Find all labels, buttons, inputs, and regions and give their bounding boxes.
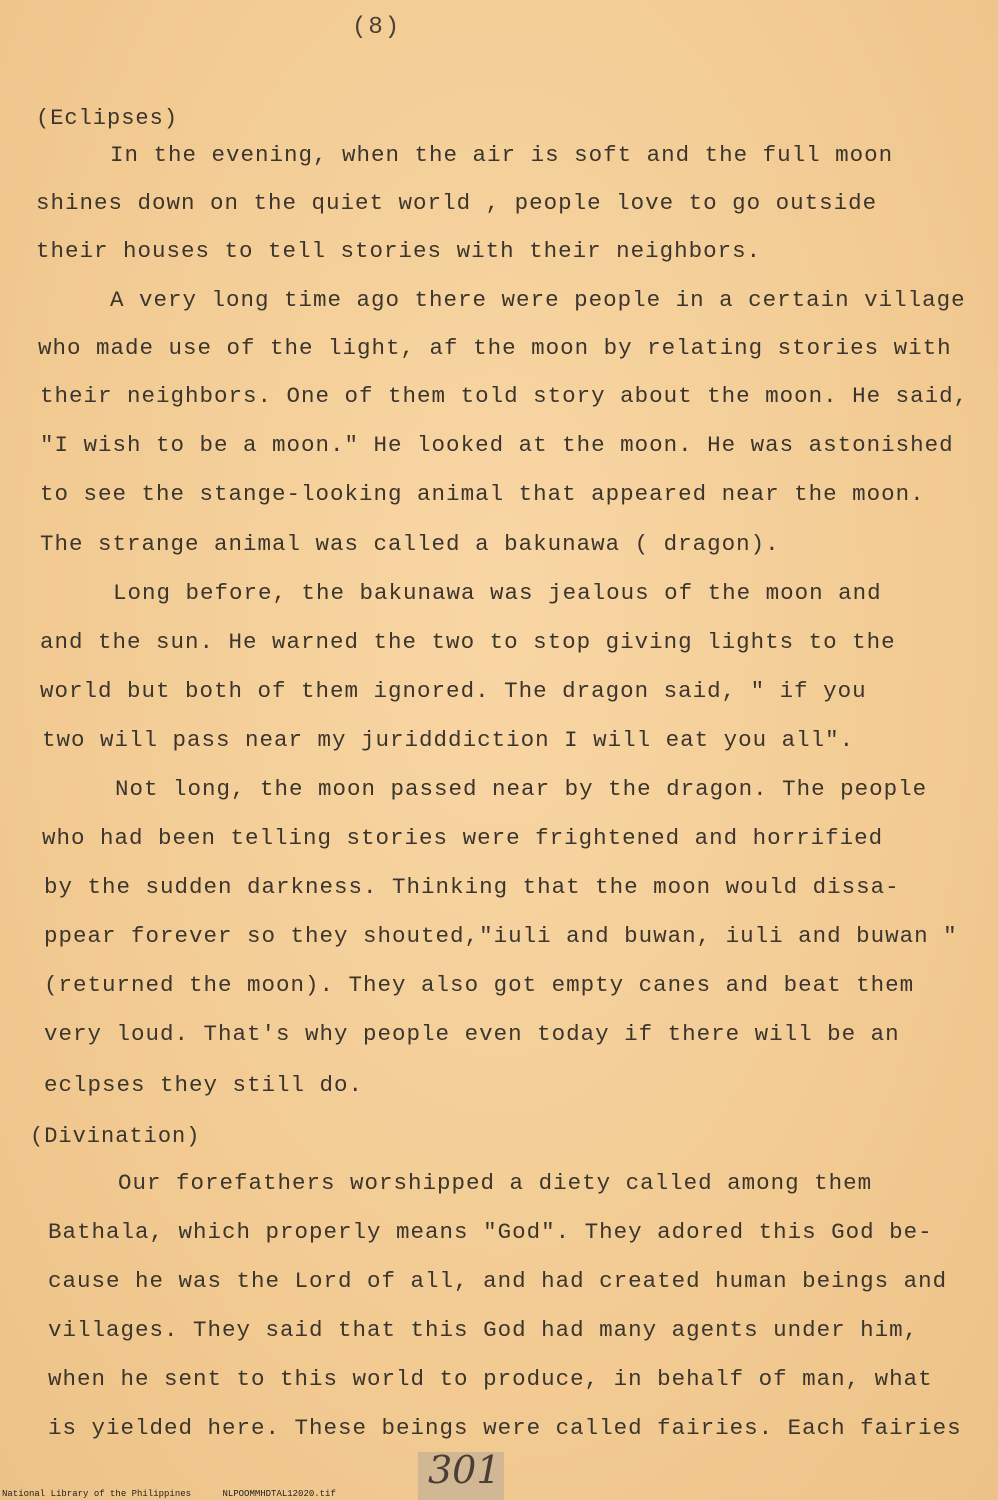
text-line: their houses to tell stories with their neighbors. — [36, 238, 762, 264]
text-line: "I wish to be a moon." He looked at the moon. He was astonished — [40, 432, 954, 458]
text-line: villages. They said that this God had many agents under him, — [48, 1317, 919, 1343]
text-line: world but both of them ignored. The dragon said, " if you — [40, 678, 867, 704]
text-line: ppear forever so they shouted,"iuli and buwan, iuli and buwan " — [44, 923, 958, 949]
text-line: who had been telling stories were frightened and horrified — [42, 825, 884, 851]
text-line: Long before, the bakunawa was jealous of the moon and — [113, 580, 882, 606]
text-line: eclpses they still do. — [44, 1072, 364, 1098]
scan-footer — [2, 1489, 362, 1499]
text-line: Not long, the moon passed near by the dragon. The people — [115, 776, 928, 802]
text-line: A very long time ago there were people in a certain village — [110, 287, 966, 313]
text-line: by the sudden darkness. Thinking that the moon would dissa- — [44, 874, 900, 900]
text-line: Our forefathers worshipped a diety called among them — [118, 1170, 873, 1196]
text-line: to see the stange-looking animal that appeared near the moon. — [40, 481, 925, 507]
text-line: who made use of the light, af the moon by relating stories with — [38, 335, 952, 361]
handwritten-folio-number: 301 — [428, 1448, 501, 1492]
text-line: shines down on the quiet world , people love to go outside — [36, 190, 878, 216]
text-line: Bathala, which properly means "God". They adored this God be- — [48, 1219, 933, 1245]
section-heading-eclipses: (Eclipses) — [36, 106, 179, 131]
text-line: two will pass near my juridddiction I will eat you all". — [42, 727, 855, 753]
section-heading-divination: (Divination) — [30, 1124, 201, 1149]
text-line: and the sun. He warned the two to stop giving lights to the — [40, 629, 896, 655]
text-line: very loud. That's why people even today if there will be an — [44, 1021, 900, 1047]
text-line: (returned the moon). They also got empty canes and beat them — [44, 972, 915, 998]
text-line: when he sent to this world to produce, in behalf of man, what — [48, 1366, 933, 1392]
text-line: In the evening, when the air is soft and the full moon — [110, 142, 894, 168]
library-credit: National Library of the Philippines — [2, 1489, 192, 1499]
file-identifier: NLPOOMMHDTAL12020.tif — [222, 1489, 336, 1499]
text-line: their neighbors. One of them told story about the moon. He said, — [40, 383, 969, 409]
text-line: cause he was the Lord of all, and had created human beings and — [48, 1268, 948, 1294]
page-number: (8) — [352, 14, 402, 41]
text-line: The strange animal was called a bakunawa ( dragon). — [40, 531, 780, 557]
text-line: is yielded here. These beings were called fairies. Each fairies — [48, 1415, 962, 1441]
